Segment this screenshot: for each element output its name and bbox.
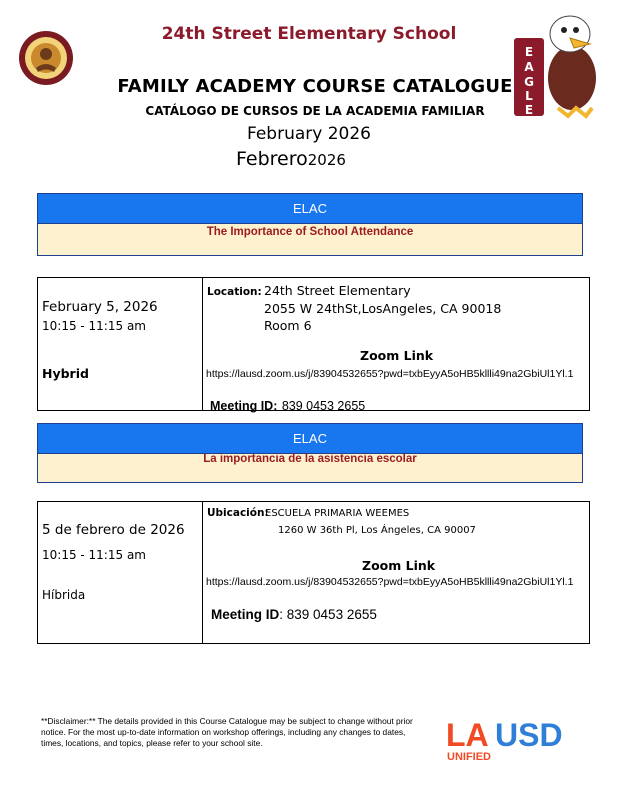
school-name: 24th Street Elementary School [161, 24, 457, 44]
location-name: 24th Street Elementary [264, 283, 411, 298]
banner-title: ELAC [38, 194, 582, 224]
svg-text:E: E [524, 103, 534, 117]
banner-subtitle: La importancia de la asistencia escolar [38, 454, 582, 482]
catalogue-title: FAMILY ACADEMY COURSE CATALOGUE [117, 76, 513, 97]
card-divider [202, 278, 203, 410]
month-spanish-year: 2026 [307, 151, 346, 169]
location-label: Location: [207, 286, 262, 298]
zoom-heading: Zoom Link [362, 558, 436, 573]
location-address: 1260 W 36th Pl, Los Ángeles, CA 90007 [278, 525, 476, 536]
location-address: 2055 W 24thSt,LosAngeles, CA 90018 [264, 301, 502, 316]
month-english: February 2026 [247, 124, 371, 144]
zoom-link[interactable]: https://lausd.zoom.us/j/83904532655?pwd=txbEyyA5oHB5kllli49na2GbiUl1Yl.1 [206, 576, 574, 588]
svg-text:E: E [524, 45, 534, 59]
card-divider [202, 502, 203, 643]
disclaimer-text: **Disclaimer:** The details provided in this Course Catalogue may be subject to change without prior notice. For the most up-to-date information on workshop offerings, including any changes to dates, times, locations, and topics, please refer to your school site. [41, 716, 413, 748]
location-name: ESCUELA PRIMARIA WEEMES [265, 508, 410, 519]
meeting-id-label: Meeting ID: [210, 399, 278, 413]
session-time: 10:15 - 11:15 am [42, 319, 146, 333]
location-label: Ubicación: [207, 507, 269, 519]
elac-banner-spanish [37, 423, 583, 483]
meeting-id-value: 839 0453 2655 [281, 399, 366, 413]
school-seal-logo [18, 30, 74, 86]
session-date: 5 de febrero de 2026 [42, 522, 185, 538]
session-mode: Híbrida [42, 588, 86, 602]
svg-text:UNIFIED: UNIFIED [447, 751, 491, 763]
svg-text:LA: LA [446, 717, 489, 753]
elac-banner-english [37, 193, 583, 256]
location-room: Room 6 [264, 318, 312, 333]
month-spanish [236, 148, 346, 170]
meeting-id-label: Meeting ID [211, 607, 280, 622]
svg-text:L: L [525, 89, 533, 103]
session-date: February 5, 2026 [42, 299, 158, 315]
zoom-link[interactable]: https://lausd.zoom.us/j/83904532655?pwd=txbEyyA5oHB5kllli49na2GbiUl1Yl.1 [206, 368, 574, 380]
banner-title: ELAC [38, 424, 582, 454]
session-card-spanish [37, 501, 590, 644]
meeting-id-value: : 839 0453 2655 [279, 607, 377, 622]
zoom-heading: Zoom Link [360, 348, 434, 363]
svg-text:A: A [524, 60, 534, 74]
month-spanish-name: Febrero [236, 148, 308, 170]
session-card-english [37, 277, 590, 411]
lausd-logo [446, 716, 578, 764]
svg-text:G: G [524, 75, 534, 89]
meeting-id [210, 397, 365, 415]
banner-subtitle: The Importance of School Attendance [38, 224, 582, 255]
svg-text:USD: USD [495, 717, 563, 753]
session-time: 10:15 - 11:15 am [42, 548, 146, 562]
session-mode: Hybrid [42, 366, 89, 381]
catalogue-subtitle: CATÁLOGO DE CURSOS DE LA ACADEMIA FAMILIAR [145, 104, 485, 118]
meeting-id [211, 606, 377, 624]
